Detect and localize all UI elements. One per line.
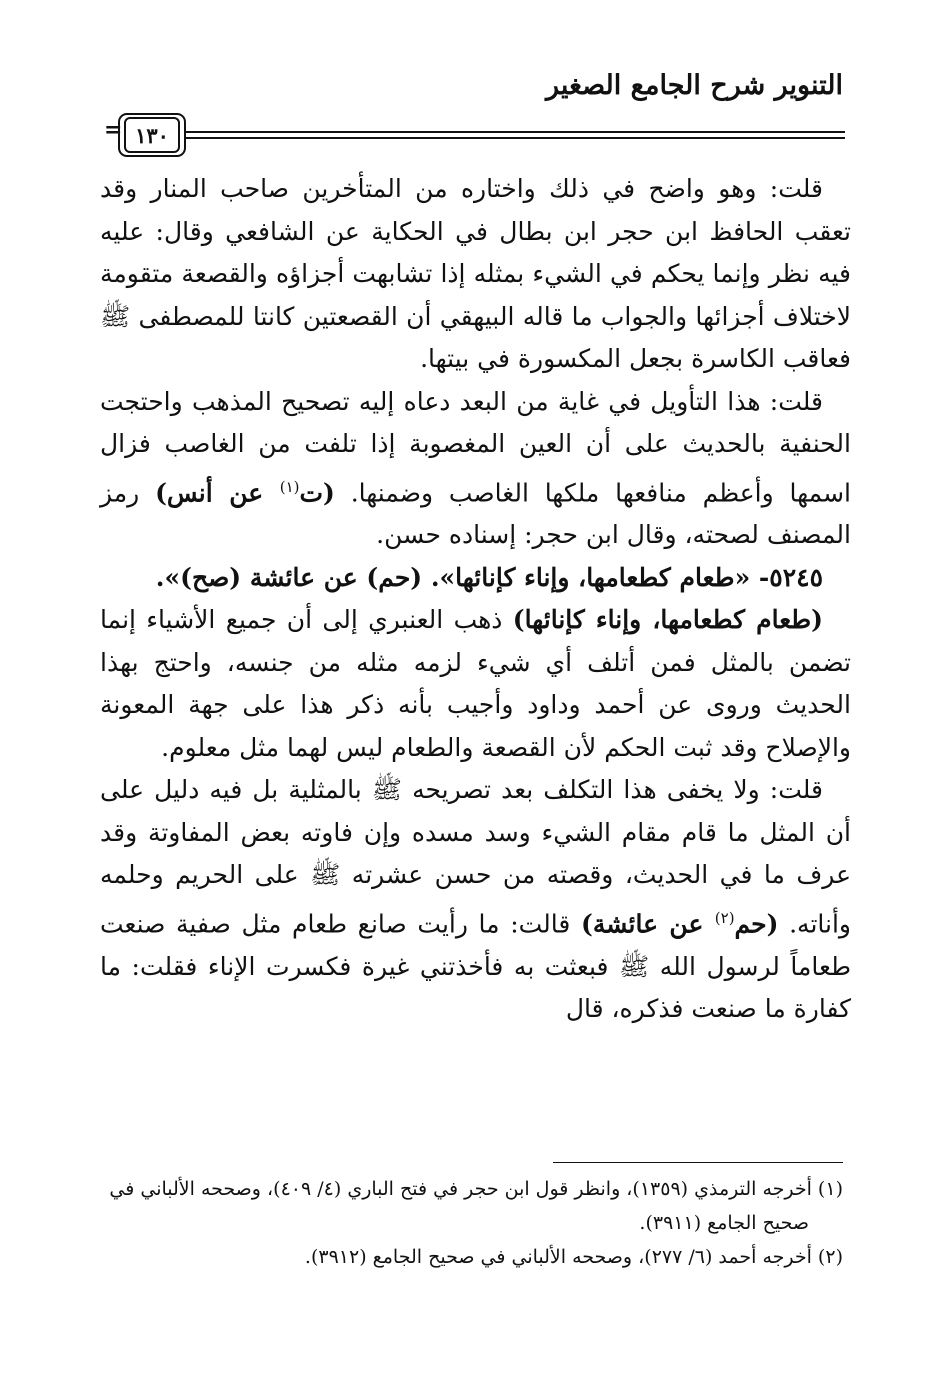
header-line-bottom bbox=[186, 137, 845, 139]
paragraph bbox=[100, 769, 851, 1030]
bold-text-segment: (ت bbox=[299, 477, 335, 507]
text-segment: قلت: ولا يخفى هذا التكلف بعد تصريحه ﷺ بالمثلية بل فيه دليل على أن المثل ما قام مقام الشيء وسد مسده وإن فاوته بعض المفاوتة وقد عرف ما في الحديث، وقصته من حسن عشرته ﷺ على الحريم وحلمه وأناته. bbox=[100, 775, 852, 939]
text-segment: قلت: وهو واضح في ذلك واختاره من المتأخرين صاحب المنار وقد تعقب الحافظ ابن حجر ابن بطال في الحكاية عن الشافعي وقال: عليه فيه نظر وإنما يحكم في الشيء بمثله إذا تشابهت أجزاؤه والقصعة متقومة لاختلاف أجزائها والجواب ما قاله البيهقي أن القصعتين كانتا للمصطفى ﷺ فعاقب الكاسرة بجعل المكسورة في بيتها. bbox=[100, 174, 851, 373]
text-segment: قالت: ما رأيت صانع طعام مثل صفية صنعت طعاماً لرسول الله ﷺ فبعثت به فأخذتني غيرة فكسرت الإناء فقلت: ما كفارة ما صنعت فذكره، قال bbox=[100, 909, 851, 1024]
footnote-separator bbox=[553, 1162, 843, 1163]
paragraph bbox=[100, 599, 851, 769]
bold-text-segment: (طعام كطعامها، وإناء كإنائها) bbox=[512, 605, 823, 635]
text-segment: قلت: هذا التأويل في غاية من البعد دعاه إليه تصحيح المذهب واحتجت الحنفية بالحديث على أن العين المغصوبة إذا تلفت من الغاصب فزال اسمها وأعظم منافعها ملكها الغاصب وضمنها. bbox=[100, 386, 851, 507]
paragraph bbox=[100, 381, 851, 557]
header-separator-mark: = bbox=[104, 117, 123, 143]
footnotes bbox=[100, 1172, 843, 1274]
header-rule bbox=[104, 115, 845, 163]
footnote-1-continuation: صحيح الجامع (٣٩١١). bbox=[639, 1212, 809, 1234]
header-line-top bbox=[186, 131, 845, 133]
bold-text-segment: عن عائشة) bbox=[581, 909, 715, 939]
footnote-ref: (٢) bbox=[714, 908, 735, 927]
paragraph bbox=[100, 557, 851, 600]
page-number: ١٣٠ bbox=[124, 117, 180, 153]
bold-text-segment: ٥٢٤٥- «طعام كطعامها، وإناء كإنائها». (حم) عن عائشة (صح)». bbox=[155, 562, 823, 592]
text-segment: ذهب العنبري إلى أن جميع الأشياء إنما تضمن بالمثل فمن أتلف أي شيء لزمه مثله من جنسه، واحتج بهذا الحديث وروى عن أحمد وداود وأجيب بأنه ذكر هذا على جهة المعونة والإصلاح وقد ثبت الحكم لأن القصعة والطعام ليس لهما مثل معلوم. bbox=[100, 605, 851, 762]
footnote-ref: (١) bbox=[279, 477, 300, 496]
bold-text-segment: عن أنس) bbox=[155, 477, 280, 507]
footnote-2: (٢) أخرجه أحمد (٦/ ٢٧٧)، وصححه الألباني في صحيح الجامع (٣٩١٢). bbox=[304, 1246, 843, 1268]
footnote-1: (١) أخرجه الترمذي (١٣٥٩)، وانظر قول ابن حجر في فتح الباري (٤/ ٤٠٩)، وصححه الألباني في bbox=[109, 1178, 843, 1200]
text-segment: رمز المصنف لصحته، وقال ابن حجر: إسناده حسن. bbox=[100, 477, 851, 550]
main-text bbox=[100, 168, 851, 1031]
paragraph bbox=[100, 168, 851, 381]
running-header-title: التنوير شرح الجامع الصغير bbox=[546, 70, 843, 101]
bold-text-segment: (حم bbox=[734, 909, 779, 939]
